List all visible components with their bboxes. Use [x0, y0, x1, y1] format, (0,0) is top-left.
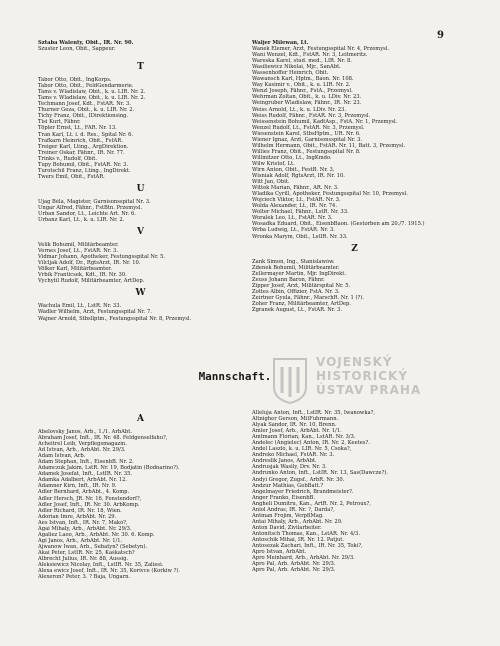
list-item: Andyi Gregor, Zugsf., ArbR. Nr. 30. [252, 476, 345, 483]
list-item: Antoschik Mihai, IR. Nr. 12. Patjut. [252, 536, 345, 543]
list-item: Treiger Karl, Lting., ArgDirektion. [38, 143, 129, 150]
section-title: Mannschaft. [198, 370, 272, 383]
list-item: Alexeron? Peter, 3. ? Baja, Ungarn. [38, 574, 131, 581]
list-item: Wisniak Adolf, RgtsArzt, IR. Nr. 10. [252, 173, 345, 180]
list-item: Willies Franz, Obit., Festungsspital Nr. 8. [252, 148, 361, 155]
list-item: Wachula Emil, Lt., LstR. Nr. 33. [38, 303, 122, 310]
list-item: Wareska Karel, stud. med., LIR. Nr. 8. [252, 58, 352, 65]
list-item: Wilw Kristof, Lt. [252, 160, 295, 167]
institute-watermark [270, 355, 470, 415]
list-item: Antai Mihaly, Arb., ArbAbt. Nr. 29. [252, 518, 343, 525]
list-item: Weiss Arnold, Lt., k. u. LDiv. Nr. 23. [252, 106, 347, 113]
list-item: Treiner Oskar, Fähnr., IR. Nr. 77. [38, 149, 125, 156]
list-item: Amtmann Florian, Kan., LstAR. Nr. 3/3. [252, 434, 356, 441]
list-item: Wolda Alexander, Lt., IR. Nr. 74. [252, 203, 337, 210]
list-item: Agai Mihaly, Arb., ArbAbt. Nr. 29/3. [38, 525, 132, 532]
section-letter-z: Z [351, 243, 358, 254]
section-letter-v: V [137, 227, 144, 238]
list-item: Wladika Cyrill, Apotheker, Festungsspital Nr. 10, Przemysl. [252, 191, 408, 198]
list-item: Wenzl Joseph, Fähnr., FstA., Przemysl. [252, 88, 353, 95]
list-item: Zeirtner Gyula, Fähnr., MarschR. Nr. 1 (?). [252, 294, 364, 301]
list-item: Wojciech Viktor, Lt., FstAR. Nr. 3. [252, 197, 341, 204]
list-item: Wajner Arnold, Stbsllptm., Festungsspital Nr. 8, Przemysl. [38, 315, 192, 322]
list-item: Tams v. Wladislaw, Obit., k. u. LIR. Nr. 2. [38, 95, 146, 102]
list-item: Willmitzer Otto, Lt., IngKmdo. [252, 154, 332, 161]
list-item: Aniol Andras, IR. Nr. ?, Darda?, [252, 506, 335, 513]
list-item: Adamner Kirn, Inft., IR. Nr. 9. [38, 483, 117, 490]
page-number: 9 [437, 30, 444, 41]
list-item: Wolter Michael, Fähnr., LstR. Nr. 33. [252, 209, 349, 216]
list-item: Techmann Josef, Kdt., FstAR. Nr. 3. [38, 101, 131, 108]
list-item: Velik Bohumil, Militärbeamter. [38, 242, 119, 249]
list-item: Vernes Josef, Lt., FstAR. Nr. 3. [38, 248, 118, 255]
list-item: Andreslik Janos, ArbAbt. [252, 458, 317, 465]
right-column-top [252, 40, 457, 313]
list-item: Adamek Josefat, Inft., LstIR. Nr. 35. [38, 471, 133, 478]
list-item: Alleluja Anton, Inft., LstIR. Nr. 35, Iwanowka?, [252, 410, 376, 416]
list-item: Wiesenstein Karel, StbsHptm., UR. Nr. 6. [252, 130, 361, 137]
list-item: Vidmar Johann, Apotheker, Festungsspital Nr. 5. [38, 254, 166, 261]
list-item: Apro Meinhard, Arb., ArbAbt. Nr. 29/3. [252, 555, 355, 562]
list-item: Agi Janos, Arb., ArbAbt. Nr. 1/1. [38, 537, 123, 544]
list-item: Zank Simon, Ing., Stanislawów. [252, 258, 335, 265]
list-item: Aleksiewicz Nicolay, Inft., LstIR. Nr. 35, Zaliesi. [38, 562, 164, 569]
list-item: Agaliez Laoo, Arb., ArbAbt. Nr. 30. 6. Komp. [38, 531, 155, 538]
list-item: Völker Karl, Militärbeamter. [38, 266, 112, 273]
list-item: Andel Laszlo, k. u. LIR. Nr. 5, Csoka?, [252, 446, 352, 453]
list-item: Zgranek August, Lt., FstAR. Nr. 3. [252, 306, 342, 313]
list-item: Zottes Albin, Offizier, FstA. Nr. 3. [252, 288, 340, 295]
list-item: Sztaba Walenty, Obit., IR. Nr. 90. [38, 40, 134, 46]
list-item: Töpler Ernst, Lt., FAR. Nr. 13. [38, 125, 117, 132]
list-item: Adam Stephan, Inft., EisenbB. Nr. 2. [38, 459, 134, 466]
list-item: Tupy Bohumil, Obit., FstAR. Nr. 3. [38, 161, 129, 168]
list-item: Wilhelm Hermann, Obit., FstAR. Nr. 11, Batt. 3, Przemysl. [252, 142, 406, 149]
list-item: Adler Josef, Inft., IR. Nr. 30. ArbKomp. [38, 501, 140, 508]
list-item: Acheitrel Leib, Verpflegsmagazin. [38, 441, 127, 448]
list-item: Antosezak Zachari, Inft., IR. Nr. 35, Toki?, [252, 543, 363, 550]
list-item: Aes Istvan, Inft., IR. Nr. 7, Makó?, [38, 519, 128, 526]
list-item: Trinks v., Rudolf, Obit. [38, 155, 98, 162]
section-letter-a: A [137, 414, 144, 424]
list-item: Alexa ewicz Josef, Inft., IR. Nr. 35, Korivce (Korkiw ?). [38, 568, 181, 575]
list-item: Vrbik Franticsek, Kdt., IR. Nr. 30. [38, 272, 127, 279]
section-letter-w: W [135, 288, 146, 299]
list-item: Wrba Ludwig, Lt., FstAR. Nr. 3. [252, 227, 335, 234]
list-item: Weingruber Wladislaw, Fähnr., IR. Nr. 23. [252, 100, 362, 107]
list-item: Zoher Franz, Militärbeamter, ArtDep. [252, 300, 352, 307]
watermark-line-3: ÚSTAV PRAHA [316, 383, 422, 397]
list-item: Wenzel Rudolf, Lt., FstAR. Nr. 3, Przemysl. [252, 124, 365, 131]
list-item: Twers Emil, Obit., FstAR. [38, 173, 105, 180]
list-item: Wiener Ignaz, Arzt, Garnisonsspital Nr. 3. [252, 136, 363, 143]
list-item: Vychytil Rudolf, Militärbeamter, ArtDep. [38, 278, 145, 285]
list-item: Apro Pal, Arb. ArbAbt. Nr. 29/3. [252, 561, 336, 568]
spacer [38, 52, 243, 58]
list-item: Angelmayer Friedrich, Brandmeister?. [252, 488, 354, 495]
list-item: Zellermayer Martin, Mjr. IngDirekt. [252, 270, 347, 277]
list-item: Wawansch Karl, Hptm., Baon. Nr. 108. [252, 76, 354, 83]
list-item: Adamczuk Jakim, LstR. Nr. 19, Bodjatin (Bodnarino?). [38, 465, 180, 472]
list-item: Turotschil Franz, Lting., IngDirekt. [38, 167, 131, 174]
list-item: Wittek Marian, Fähnr., AR. Nr. 3. [252, 185, 339, 192]
list-item: Tabor Otto, Obit., IngKorps. [38, 77, 112, 84]
list-item: Wadler Wilhelm, Arzt, Festungsspital Nr. 7. [38, 309, 152, 316]
list-item: Angheli Dumitru, Kan., ArtR. Nr. 2, Petroux?, [252, 500, 371, 507]
list-item: Woralek Leo, Lt., FstAR. Nr. 3. [252, 215, 333, 222]
list-item: Anger Franko, EisenbB. [252, 494, 315, 501]
list-item: Wirn Anton, Obit., FestB. Nr. 3. [252, 166, 335, 173]
list-item: Wassenhoffer Heinrich, Obit. [252, 70, 329, 77]
list-item: Andelec (Angielec) Anton, IR. Nr. 2, Keetes?. [252, 440, 370, 447]
list-item: Adorian Imre, ArbAbt. Nr. 29. [38, 513, 117, 520]
list-item: Tams v. Wladislaw, Obit., k. u. LIR. Nr. 2. [38, 89, 146, 96]
watermark-line-1: VOJENSKÝ [316, 355, 393, 369]
section-letter-u: U [136, 183, 145, 194]
list-item: Tichy Franz, Obit., IDirektionsing. [38, 113, 129, 120]
list-item: Szuster Leon, Obit., Sappeur. [38, 46, 116, 53]
list-item: Urbanz Karl, Lt., k. u. LIR. Nr. 2. [38, 217, 125, 224]
list-item: Weiss Rudolf, Fähnr., FstAR. Nr. 3, Przemysl. [252, 112, 371, 119]
right-column-bottom [252, 410, 457, 573]
list-item: Vilcljak Adolf, Dr., RgtsArzt, IR. Nr. 10. [38, 260, 141, 267]
list-item: Andrusjak Wasily, Drv. Nr. 3. [252, 464, 327, 471]
list-item: Abraham Josef, Inft., IR. Nr. 48. Feldgenselfahu?, [38, 435, 168, 442]
list-item: Ajwanow Iwan, Arb., Sebatyn? (Sebetyn). [38, 543, 148, 550]
list-item: Adler Richard, IR. Nr. 18, Wien. [38, 507, 122, 514]
list-item: Akai Peter, LstIR. Nr. 25, Kaškatsch? [38, 549, 135, 556]
list-item: Andreko Michael, FstAR. Nr. 3. [252, 452, 335, 459]
section-letter-t: T [137, 62, 144, 73]
list-item: Zdenek Bohumil, Militärbeamter. [252, 264, 340, 271]
list-item: Wasiliewicz Nikolai, Mjr., SanAbt. [252, 64, 341, 71]
list-item: Antonitsch Thomas, Kan., LstAR. Nr. 4/3. [252, 530, 360, 537]
list-item: Apro Pal, Arb. ArbAbt. Nr. 29/3. [252, 567, 336, 574]
list-item: Trafkarn Heinrich, Obit., FstAR. [38, 137, 123, 144]
list-item: Adler Hersch, JR. Nr. 16, Fenstendorf?, [38, 495, 142, 502]
list-item: Tisi Kurt, Fähnr. [38, 119, 81, 126]
list-item: Waljer Milewan, Lt. [252, 40, 309, 46]
list-item: Apro Istvan, ArbAbt. [252, 549, 307, 556]
list-item: Antman Frojim, VerpflMag. [252, 512, 324, 519]
list-item: Alyak Sándor, IR. Nr. 10, Brenn. [252, 422, 337, 429]
list-item: Adler Bernhard, ArbAbt., 4. Komp. [38, 489, 130, 496]
list-item: Ujag Béla, Magister, Garnisonsspital Nr. 3. [38, 198, 151, 205]
list-item: Wanek Elemer, Arzt, Festungsspital Nr. 4, Przemysl. [252, 46, 390, 53]
list-item: Albrecht Julius, IR. Nr. 88, Aussig. [38, 555, 129, 562]
list-item: Tran Karl, Lt. i. d. Res., Spital Nr. 6. [38, 131, 134, 138]
list-item: Adamka Adalbert, ArbAbt. Nr. 12. [38, 477, 128, 484]
list-item: Wosadka Eduard, Obit., EisenbBaon. (Gestorben am 20./7. 1915.) [252, 221, 425, 228]
list-item: Urban Sandor, Lt., Leichte Art. Nr. 6. [38, 210, 136, 217]
list-item: Andzur Mathias, GebBatt.? [252, 482, 324, 489]
list-item: Wehrman Zoltan, Obit., k. u. LDiv. Nr. 23. [252, 94, 362, 101]
list-item: Weissenstein Bohumil, KadtAsp., FstA. Nr. 1, Przemysl. [252, 118, 398, 125]
list-item: Abelovsky Janos, Arb., 1./1. ArbAbt. [38, 429, 132, 435]
list-item: Adam Istvan, Arb. [38, 453, 86, 460]
list-item: Thurner Geza, Obit., k. u. LIR. Nr. 2. [38, 107, 135, 114]
watermark-line-2: HISTORICKÝ [316, 369, 409, 383]
list-item: Amler Josef, Arb., ArbAbt. Nr. 1/1. [252, 428, 342, 435]
left-column-bottom [38, 410, 243, 580]
list-item: Ungar Alfred, Fähnr., FstBtn. Przemysl. [38, 204, 143, 211]
list-item: Zipper Josef, Arzt, Militärspital Nr. 5. [252, 282, 351, 289]
list-item: Witt Jan, Obit. [252, 179, 290, 186]
list-item: Anton David, Zivilarbeiter. [252, 524, 322, 531]
list-item: Andrunko Anton, Inft., LstIR. Nr. 13, Sas(Dawcze?). [252, 470, 389, 477]
list-item: Way Kasimir v., Obit., k. u. LIR. Nr. 2. [252, 82, 351, 89]
list-item: Ad Istvan, Arb., ArbAbt. Nr. 29/3. [38, 447, 126, 454]
list-item: Altnigher Gerson, MilFuhrmann. [252, 416, 339, 423]
list-item: Zeuss Johann Baron, Fähnr. [252, 276, 325, 283]
list-item: Wronka Marym, Obit., LstIR. Nr. 33. [252, 233, 348, 240]
list-item: Tabor Otto, Obit., FeldGendarmerie. [38, 83, 134, 90]
left-column-top [38, 40, 243, 322]
list-item: Wani Wenzel, Kdt., FstAR. Nr. 3, Leitmeritz. [252, 52, 368, 59]
